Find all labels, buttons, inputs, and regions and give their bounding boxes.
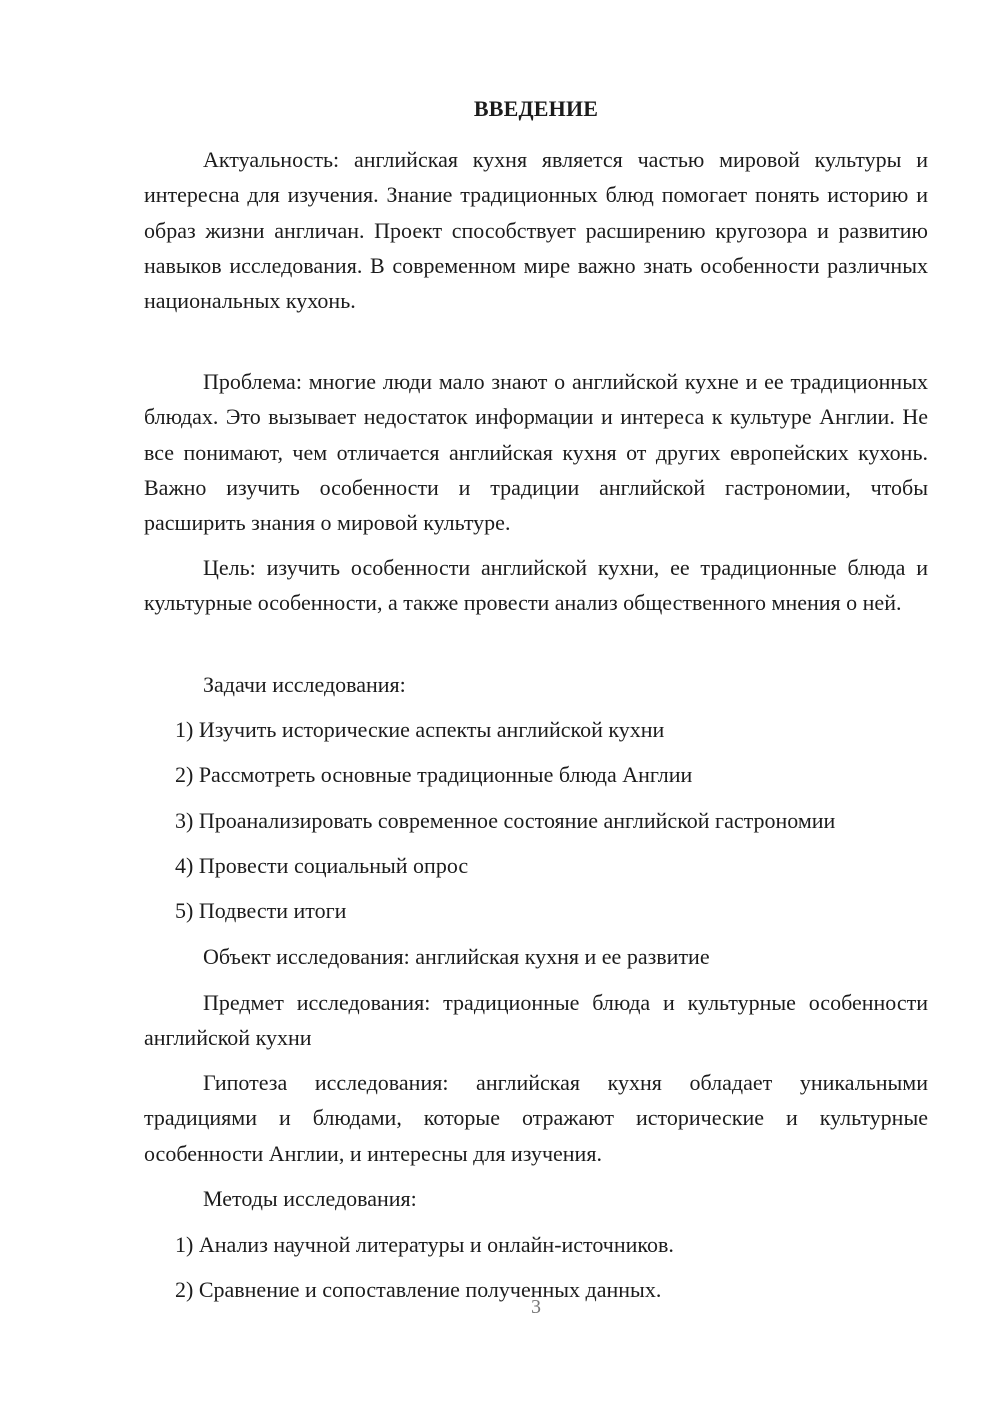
task-item: 5) Подвести итоги [175, 898, 347, 923]
task-item: 2) Рассмотреть основные традиционные блюда Англии [175, 762, 693, 787]
method-item: 1) Анализ научной литературы и онлайн-источников. [175, 1232, 674, 1257]
methods-heading: Методы исследования: [203, 1186, 417, 1211]
object-paragraph: Объект исследования: английская кухня и ее развитие [203, 944, 710, 969]
page-title: ВВЕДЕНИЕ [473, 96, 599, 121]
subject-paragraph: Предмет исследования: традиционные блюда и культурные особенности английской кухни [144, 990, 928, 1051]
task-item: 1) Изучить исторические аспекты английской кухни [175, 717, 665, 742]
tasks-heading: Задачи исследования: [203, 672, 406, 697]
page-number: 3 [531, 1296, 541, 1318]
task-item: 3) Проанализировать современное состояние английской гастрономии [175, 808, 836, 833]
method-item: 2) Сравнение и сопоставление полученных данных. [175, 1277, 662, 1302]
task-item: 4) Провести социальный опрос [175, 853, 469, 878]
hypothesis-paragraph: Гипотеза исследования: английская кухня обладает уникальными традициями и блюдами, которые отражают исторические и культурные особенности Англии, и интересны для изучения. [144, 1070, 928, 1166]
relevance-paragraph: Актуальность: английская кухня является частью мировой культуры и интересна для изучения. Знание традиционных блюд помогает понять историю и образ жизни англичан. Проект способствует расширению кругозора и развитию навыков исследования. В современном мире важно знать особенности различных национальных кухонь. [144, 147, 928, 314]
problem-paragraph: Проблема: многие люди мало знают о английской кухне и ее традиционных блюдах. Это вызывает недостаток информации и интереса к культуре Англии. Не все понимают, чем отличается английская кухня от других европейских кухонь. Важно изучить особенности и традиции английской гастрономии, чтобы расширить знания о мировой культуре. [144, 369, 928, 536]
goal-paragraph: Цель: изучить особенности английской кухни, ее традиционные блюда и культурные особенности, а также провести анализ общественного мнения о ней. [144, 555, 928, 616]
